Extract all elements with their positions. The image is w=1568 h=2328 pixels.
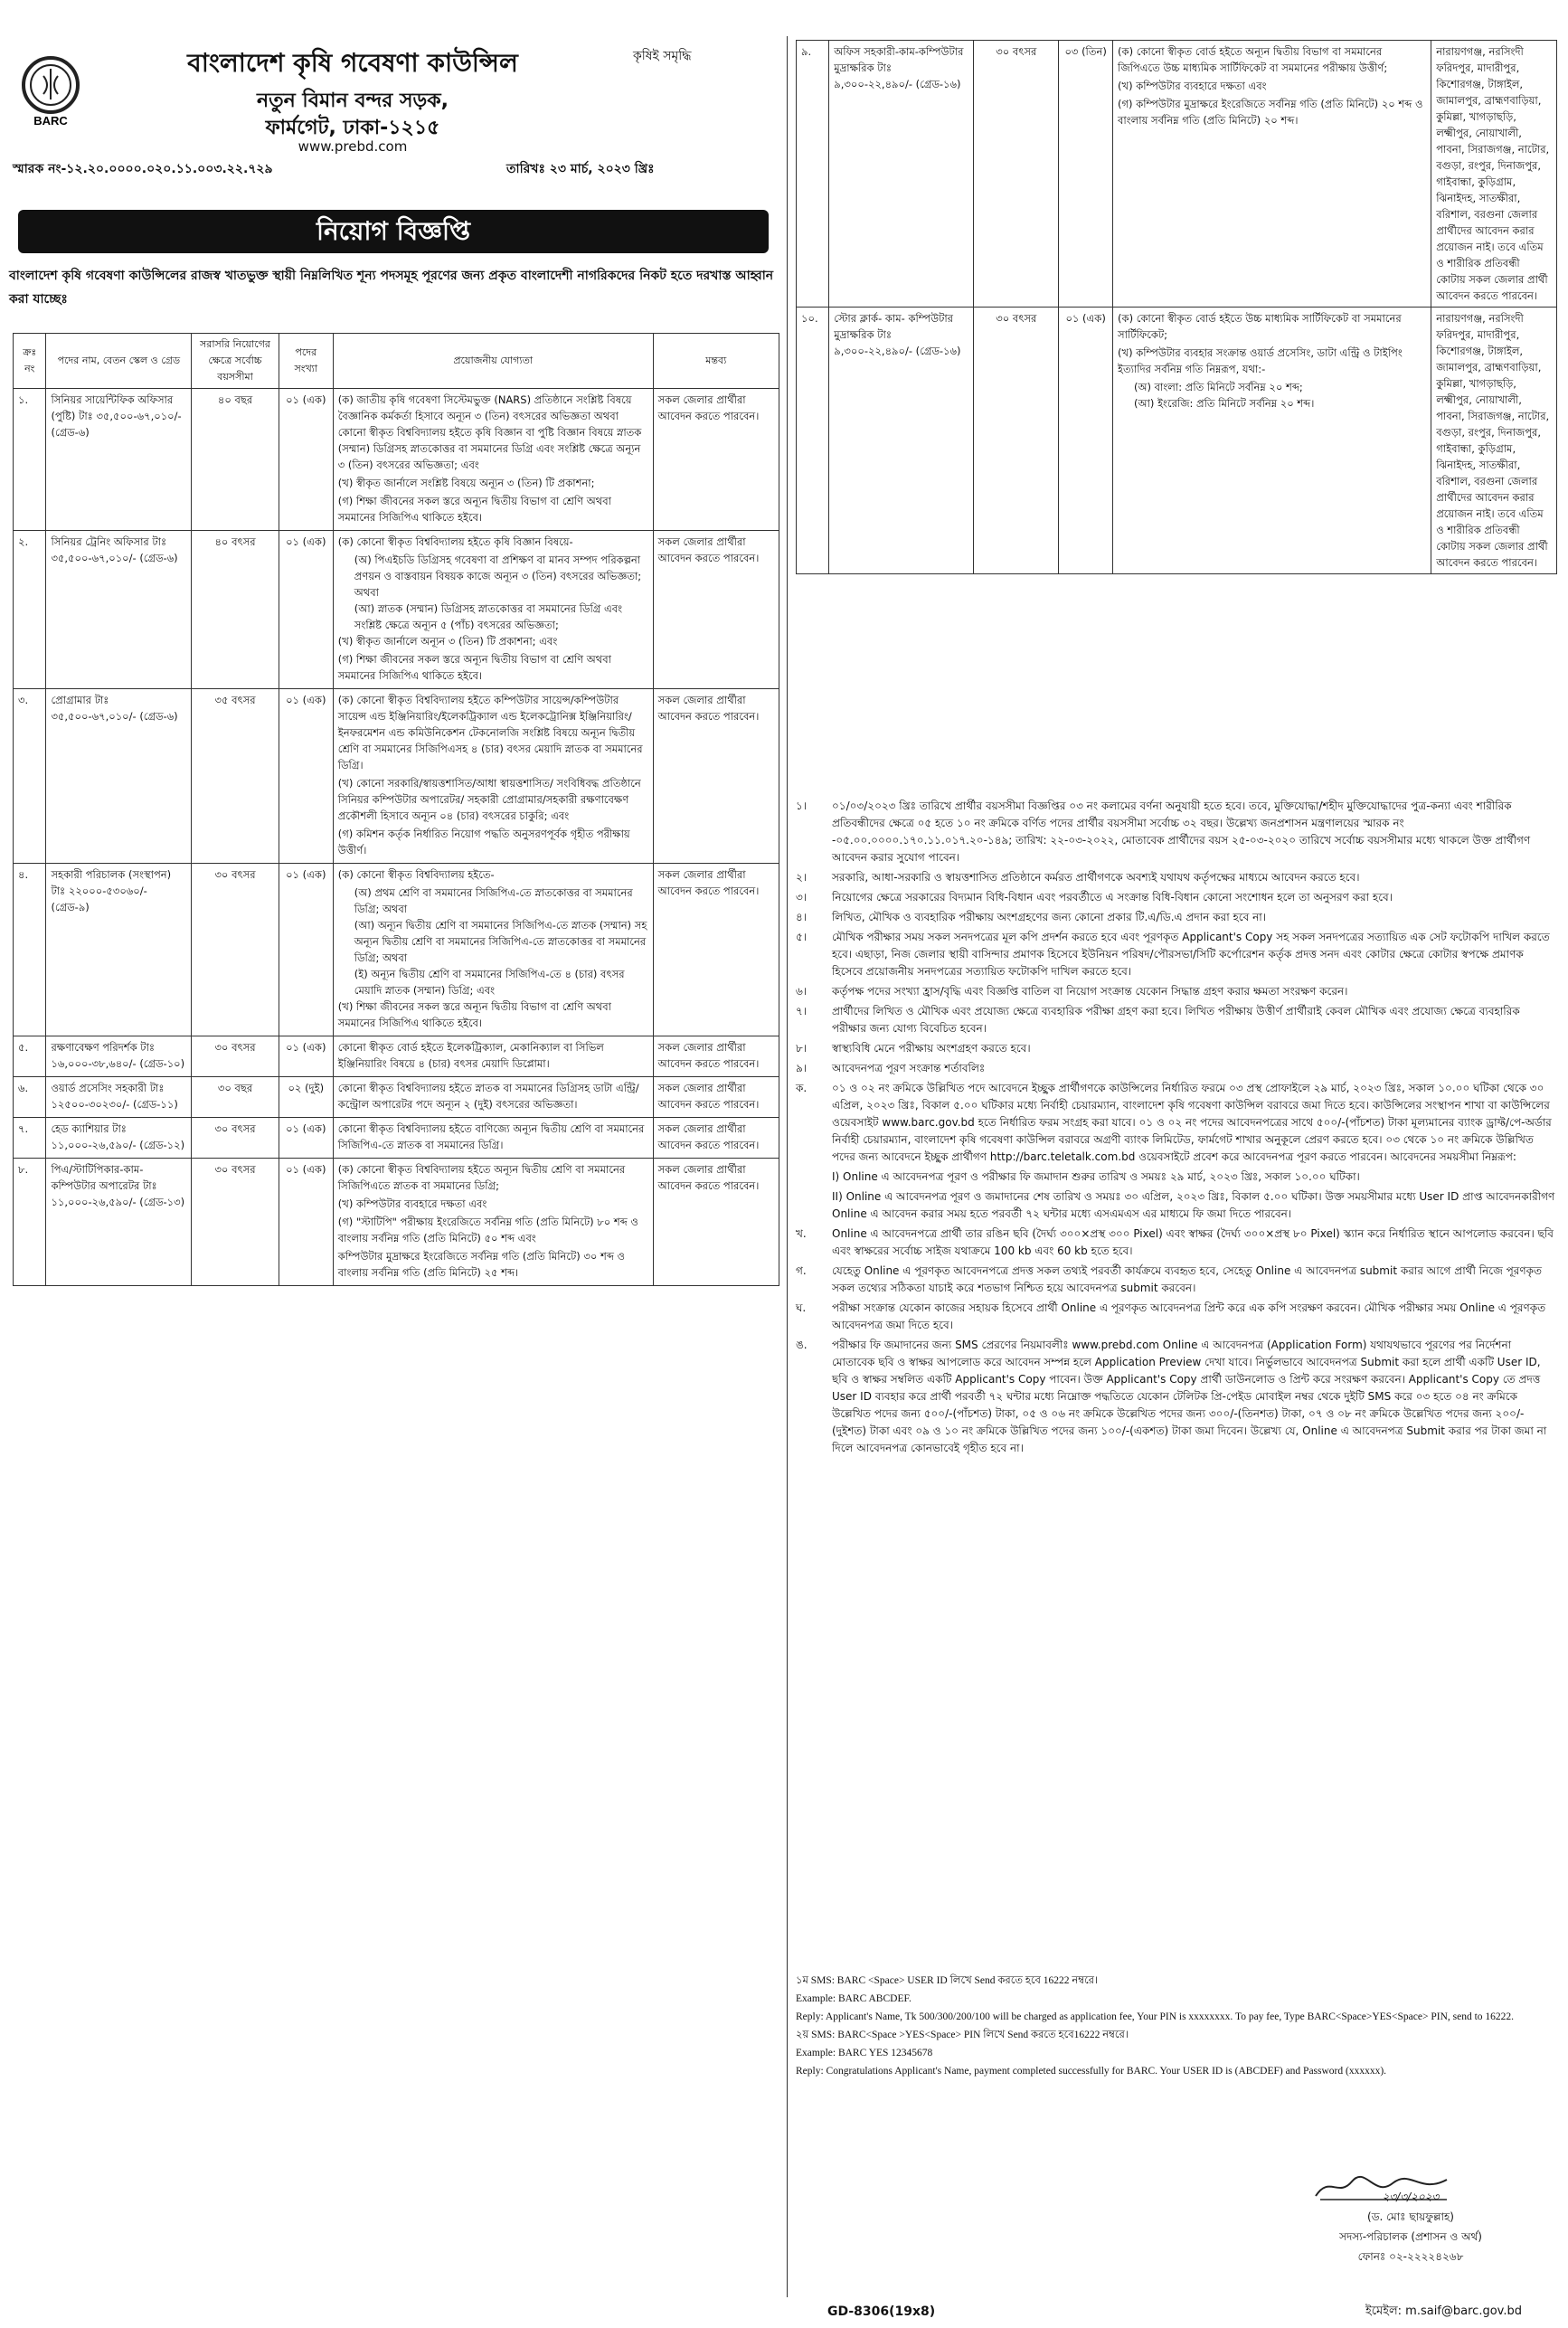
notes-section [796,798,1557,1460]
qualification-line: (গ) শিক্ষা জীবনের সকল স্তরে অন্যূন দ্বিতীয় বিভাগ বা শ্রেণি অথবা সমমানের সিজিপিএ থাকিতে হইবে। [337,495,611,524]
qualification-line: কোনো স্বীকৃত বিশ্ববিদ্যালয় হইতে বাণিজ্যে অন্যূন দ্বিতীয় শ্রেণি বা সমমানের সিজিপিএ-তে স্নাতক বা সমমানের ডিগ্রি। [337,1122,645,1151]
qualification-line: (গ) শিক্ষা জীবনের সকল স্তরে অন্যূন দ্বিতীয় বিভাগ বা শ্রেণি অথবা সমমানের সিজিপিএ থাকিতে হইবে। [337,653,611,682]
note-item [796,1337,1557,1457]
note-number: ৯। [796,1062,808,1074]
note-text: সরকারি, আধা-সরকারি ও স্বায়ত্তশাসিত প্রতিষ্ঠানে কর্মরত প্রার্থীগণকে অবশ্যই যথাযথ কর্তৃপক্ষের মাধ্যমে আবেদন করতে হবে। [832,871,1360,884]
serial-cell: ৪. [14,864,46,1036]
remark-cell: সকল জেলার প্রার্থীরা আবেদন করতে পারবেন। [653,864,779,1036]
age-limit-cell: ৩০ বৎসর [192,1159,279,1286]
note-item [796,1060,1557,1077]
qualification-cell [333,689,653,864]
table-row [14,389,779,531]
note-item [796,909,1557,926]
note-number: ৪। [796,911,808,923]
org-name: বাংলাদেশ কৃষি গবেষণা কাউন্সিল [187,48,518,78]
table-row [14,1036,779,1077]
table-row [14,1077,779,1118]
qualification-line: (গ) কমিশন কর্তৃক নির্ধারিত নিয়োগ পদ্ধতি অনুসরণপূর্বক গৃহীত পরীক্ষায় উত্তীর্ণ। [337,828,630,856]
table-header-row [14,334,779,389]
qualification-line: (খ) কম্পিউটার ব্যবহার সংক্রান্ত ওয়ার্ড প্রসেসিং, ডাটা এন্ট্রি ও টাইপিং ইত্যাদির সর্বনিম্ন গতি নিম্নরূপ, যথা:- [1118,346,1403,375]
serial-cell: ৯. [797,41,829,308]
barc-logo-icon [16,54,85,127]
note-item [796,1080,1557,1166]
signed-date: ২৩/৩/২০২৩ [1382,2191,1440,2203]
note-number: ১। [796,800,808,812]
qualification-line: (অ) পিএইচডি ডিগ্রিসহ গবেষণা বা প্রশিক্ষণ বা মানব সম্পদ পরিকল্পনা প্রণয়ন ও বাস্তবায়ন বিষয়ক কাজে অন্যূন ৩ (তিন) বৎসরের অভিজ্ঞতা; অথবা [354,554,642,599]
table-row [797,41,1557,308]
qualification-line: কোনো স্বীকৃত বিশ্ববিদ্যালয় হইতে স্নাতক বা সমমানের ডিগ্রিসহ ডাটা এন্ট্রি/কন্ট্রোল অপারেটর পদে অন্যূন ২ (দুই) বৎসরের অভিজ্ঞতা। [337,1082,639,1111]
post-count-cell: ০১ (এক) [279,531,333,689]
remark-cell: সকল জেলার প্রার্থীরা আবেদন করতে পারবেন। [653,689,779,864]
qualification-line: (খ) কম্পিউটার ব্যবহারে দক্ষতা এবং [337,1197,487,1210]
qualification-line: (ক) কোনো স্বীকৃত বিশ্ববিদ্যালয় হইতে অন্যূন দ্বিতীয় শ্রেণি বা সমমানের সিজিপিএতে স্নাতক বা সমমানের ডিগ্রি; [337,1163,626,1192]
qualification-line: (ক) কোনো স্বীকৃত বোর্ড হইতে উচ্চ মাধ্যমিক সার্টিফিকেট বা সমমানের সার্টিফিকেট; [1118,312,1402,341]
remark-cell: নারায়ণগঞ্জ, নরসিংদী ফরিদপুর, মাদারীপুর, কিশোরগঞ্জ, টাঙ্গাইল, জামালপুর, ব্রাহ্মণবাড়িয়া, কুমিল্লা, খাগড়াছড়ি, লক্ষ্মীপুর, নোয়াখালী, পাবনা, সিরাজগঞ্জ, নাটোর, বগুড়া, রংপুর, দিনাজপুর, গাইবান্ধা, কুড়িগ্রাম, ঝিনাইদহ, সাতক্ষীরা, বরিশাল, বরগুনা জেলার প্রার্থীদের আবেদন করার প্রয়োজন নাই। তবে এতিম ও শারীরিক প্রতিবন্ধী কোটায় সকল জেলার প্রার্থী আবেদন করতে পারবেন। [1431,308,1557,574]
qualification-line: (খ) শিক্ষা জীবনের সকল স্তরে অন্যূন দ্বিতীয় বিভাগ বা শ্রেণি অথবা সমমানের সিজিপিএ থাকিতে হইবে। [337,1000,611,1029]
serial-cell: ৭. [14,1118,46,1159]
age-limit-cell: ৪০ বৎসর [192,531,279,689]
gd-number: GD-8306(19x8) [827,2304,936,2319]
note-item [796,1263,1557,1297]
qualification-cell [1113,308,1431,574]
table-row [14,531,779,689]
col-header: প্রয়োজনীয় যোগ্যতা [333,334,653,389]
page-title: নিয়োগ বিজ্ঞপ্তি [18,210,769,253]
post-cell: প্রোগ্রামার টাঃ ৩৫,৫০০-৬৭,০১০/- (গ্রেড-৬) [46,689,192,864]
qualification-line: (অ) বাংলা: প্রতি মিনিটে সর্বনিম্ন ২০ শব্দ; [1134,381,1303,393]
signatory-phone: ফোনঃ ০২-২২২২৪২৬৮ [1357,2250,1464,2263]
qualification-line: (খ) স্বীকৃত জার্নালে সংশ্লিষ্ট বিষয়ে অন্যূন ৩ (তিন) টি প্রকাশনা; [337,477,595,489]
sms-line: Reply: Applicant's Name, Tk 500/300/200/100 will be charged as application fee, Your PIN is xxxxxxxx. To pay fee, Type BARC<Space>YES<Space> PIN, send to 16222. [796,2011,1515,2022]
post-cell: অফিস সহকারী-কাম-কম্পিউটার মুদ্রাক্ষরিক টাঃ ৯,৩০০-২২,৪৯০/- (গ্রেড-১৬) [829,41,974,308]
note-item [796,1226,1557,1260]
qualification-line: (ক) কোনো স্বীকৃত বোর্ড হইতে অন্যূন দ্বিতীয় বিভাগ বা সমমানের জিপিএতে উচ্চ মাধ্যমিক সার্টিফিকেট বা সমমানের পরীক্ষায় উত্তীর্ণ; [1118,45,1388,74]
note-number [796,1188,832,1223]
age-limit-cell: ৩০ বৎসর [192,1118,279,1159]
qualification-line: (খ) কম্পিউটার ব্যবহারে দক্ষতা এবং [1118,80,1267,92]
serial-cell: ১০. [797,308,829,574]
age-limit-cell: ৩০ বৎসর [974,41,1059,308]
sms-instructions [796,1972,1557,2080]
signatory-name: (ড. মোঃ ছায়ফুল্লাহ) [1367,2210,1454,2223]
column-divider [787,36,788,2297]
qualification-line: (ক) জাতীয় কৃষি গবেষণা সিস্টেমভুক্ত (NARS) প্রতিষ্ঠানে সংশ্লিষ্ট বিষয়ে বৈজ্ঞানিক কর্মকর্তা হিসাবে অন্যূন ৩ (তিন) বৎসরের অভিজ্ঞতা অথবা কোনো স্বীকৃত বিশ্ববিদ্যালয় হইতে কৃষি বিজ্ঞান বা পুষ্টি বিজ্ঞান বিষয়ে স্নাতক (সম্মান) ডিগ্রিসহ স্নাতকোত্তর বা সমমানের ডিগ্রি এবং সংশ্লিষ্ট ক্ষেত্রে অন্যূন ৩ (তিন) বৎসরের অভিজ্ঞতা; এবং [337,393,642,471]
qualification-line: (খ) কোনো সরকারি/স্বায়ত্তশাসিত/আধা স্বায়ত্তশাসিত/ সংবিধিবদ্ধ প্রতিষ্ঠানে সিনিয়র কম্পিউটার অপারেটর/ সহকারী প্রোগ্রামার/সহকারী রক্ষণাবেক্ষণ প্রকৌশলী হিসাবে অন্যূন ০৪ (চার) বৎসরের চাকুরি; এবং [337,777,641,822]
post-count-cell: ০১ (এক) [279,1159,333,1286]
note-number: ৩। [796,891,808,904]
post-count-cell: ০১ (এক) [279,689,333,864]
note-text: ০১/০৩/২০২৩ খ্রিঃ তারিখে প্রার্থীর বয়সসীমা বিজ্ঞপ্তির ০৩ নং কলামের বর্ণনা অনুযায়ী হতে হবে। তবে, মুক্তিযোদ্ধা/শহীদ মুক্তিযোদ্ধাদের পুত্র-কন্যা এবং শারীরিক প্রতিবন্ধীদের ক্ষেত্রে ০৫ হতে ১০ নং ক্রমিকে বর্ণিত পদের প্রার্থীর বয়সসীমা সর্বোচ্চ ৩২ বছর। উল্লেখ্য জনপ্রশাসন মন্ত্রণালয়ের স্মারক নং -০৫.০০.০০০০.১৭০.১১.০১৭.২০-১৪৯; তারিখ: ২২-০৩-২০২২, মোতাবেক প্রার্থীদের বয়স ২৫-০৩-২০২০ তারিখে সর্বোচ্চ বয়সসীমার মধ্যে থাকলে উক্ত প্রার্থীগণ আবেদন করার সুযোগ পাবেন। [832,800,1531,864]
note-text: I) Online এ আবেদনপত্র পূরণ ও পরীক্ষার ফি জমাদান শুরুর তারিখ ও সময়ঃ ২৯ মার্চ, ২০২৩ খ্রিঃ, সকাল ১০.০০ ঘটিকা। [832,1170,1360,1183]
remark-cell: সকল জেলার প্রার্থীরা আবেদন করতে পারবেন। [653,1159,779,1286]
remark-cell: নারায়ণগঞ্জ, নরসিংদী ফরিদপুর, মাদারীপুর, কিশোরগঞ্জ, টাঙ্গাইল, জামালপুর, ব্রাহ্মণবাড়িয়া, কুমিল্লা, খাগড়াছড়ি, লক্ষ্মীপুর, নোয়াখালী, পাবনা, সিরাজগঞ্জ, নাটোর, বগুড়া, রংপুর, দিনাজপুর, গাইবান্ধা, কুড়িগ্রাম, ঝিনাইদহ, সাতক্ষীরা, বরিশাল, বরগুনা জেলার প্রার্থীদের আবেদন করার প্রয়োজন নাই। তবে এতিম ও শারীরিক প্রতিবন্ধী কোটায় সকল জেলার প্রার্থী আবেদন করতে পারবেন। [1431,41,1557,308]
qualification-cell [1113,41,1431,308]
table-row [14,1118,779,1159]
note-number: ক. [796,1082,808,1094]
age-limit-cell: ৩০ বৎসর [974,308,1059,574]
note-item [796,1169,1557,1186]
jobs-table-left [13,333,779,1286]
sms-line: Reply: Congratulations Applicant's Name, payment completed successfully for BARC. Your USER ID is (ABCDEF) and Password (xxxxxx). [796,2066,1387,2077]
age-limit-cell: ৩০ বছর [192,1077,279,1118]
qualification-line: কম্পিউটার মুদ্রাক্ষরে ইংরেজিতে সর্বনিম্ন গতি (প্রতি মিনিটে) ৩০ শব্দ ও বাংলায় সর্বনিম্ন গতি (প্রতি মিনিটে) ২৫ শব্দ। [337,1250,626,1279]
serial-cell: ৩. [14,689,46,864]
remark-cell: সকল জেলার প্রার্থীরা আবেদন করতে পারবেন। [653,389,779,531]
note-text: পরীক্ষা সংক্রান্ত যেকোন কাজের সহায়ক হিসেবে প্রার্থী Online এ পূরণকৃত আবেদনপত্র প্রিন্ট করে এক কপি সংরক্ষণ করবেন। মৌখিক পরীক্ষার সময় Online এ পূরণকৃত আবেদনপত্র জমা দিতে হবে। [832,1301,1546,1331]
post-cell: ওয়ার্ড প্রসেসিং সহকারী টাঃ ১২৫০০-৩০২৩০/- (গ্রেড-১১) [46,1077,192,1118]
post-count-cell: ০১ (এক) [279,864,333,1036]
table-row [14,864,779,1036]
col-header: পদের সংখ্যা [279,334,333,389]
intro-text: বাংলাদেশ কৃষি গবেষণা কাউন্সিলের রাজস্ব খাতভুক্ত স্থায়ী নিম্নলিখিত শূন্য পদসমূহ পূরণের জন্য প্রকৃত বাংলাদেশী নাগরিকদের নিকট হতে দরখাস্ত আহ্বান করা যাচ্ছেঃ [9,269,774,307]
note-item [796,1040,1557,1057]
serial-cell: ৮. [14,1159,46,1286]
note-number: ৬। [796,985,808,998]
qualification-line: (ক) কোনো স্বীকৃত বিশ্ববিদ্যালয় হইতে কম্পিউটার সায়েন্স/কম্পিউটার সায়েন্স এন্ড ইঞ্জিনিয়ারিং/ইলেকট্রিক্যাল এন্ড ইলেকট্রোনিক্স ইঞ্জিনিয়ারিং/ ইনফরমেশন এন্ড কমিউনিকেশন টেকনোলজি সংশ্লিষ্ট বিষয়ে অন্যূন দ্বিতীয় শ্রেণি বা সমমানের সিজিপিএসহ ৪ (চার) বৎসর মেয়াদি স্নাতক বা সমমানের ডিগ্রি। [337,694,643,771]
qualification-cell [333,531,653,689]
note-item [796,869,1557,886]
post-cell: সিনিয়র ট্রেনিং অফিসার টাঃ ৩৫,৫০০-৬৭,০১০/- (গ্রেড-৬) [46,531,192,689]
note-text: আবেদনপত্র পূরণ সংক্রান্ত শর্তাবলিঃ [832,1062,986,1074]
note-number: ঘ. [796,1301,807,1314]
serial-cell: ২. [14,531,46,689]
remark-cell: সকল জেলার প্রার্থীরা আবেদন করতে পারবেন। [653,1077,779,1118]
note-text: লিখিত, মৌখিক ও ব্যবহারিক পরীক্ষায় অংশগ্রহণের জন্য কোনো প্রকার টি.এ/ডি.এ প্রদান করা হবে না। [832,911,1267,923]
qualification-line: (অ) প্রথম শ্রেণি বা সমমানের সিজিপিএ-তে স্নাতকোত্তর বা সমমানের ডিগ্রি; অথবা [354,886,633,915]
note-item [796,929,1557,980]
post-count-cell: ০১ (এক) [1059,308,1113,574]
note-item [796,1188,1557,1223]
note-item [796,889,1557,906]
note-text: কর্তৃপক্ষ পদের সংখ্যা হ্রাস/বৃদ্ধি এবং বিজ্ঞপ্তি বাতিল বা নিয়োগ সংক্রান্ত যেকোন সিদ্ধান্ত গ্রহণ করার ক্ষমতা সংরক্ষণ করেন। [832,985,1348,998]
qualification-cell [333,1159,653,1286]
sms-line: Example: BARC YES 12345678 [796,2048,933,2058]
table-row [797,308,1557,574]
memo-number: স্মারক নং-১২.২০.০০০০.০২০.১১.০০৩.২২.৭২৯ [13,162,273,176]
qualification-line: (আ) ইংরেজি: প্রতি মিনিটে সর্বনিম্ন ২০ শব্দ। [1134,397,1315,410]
col-header: সরাসরি নিয়োগের ক্ষেত্রে সর্বোচ্চ বয়সসীমা [192,334,279,389]
qualification-line: (আ) স্নাতক (সম্মান) ডিগ্রিসহ স্নাতকোত্তর বা সমমানের ডিগ্রি এবং সংশ্লিষ্ট ক্ষেত্রে অন্যূন ৫ (পাঁচ) বৎসরের অভিজ্ঞতা; [354,602,623,631]
remark-cell: সকল জেলার প্রার্থীরা আবেদন করতে পারবেন। [653,531,779,689]
note-number: ২। [796,871,808,884]
age-limit-cell: ৪০ বছর [192,389,279,531]
qualification-cell [333,864,653,1036]
post-cell: স্টোর ক্লার্ক- কাম- কম্পিউটার মুদ্রাক্ষরিক টাঃ ৯,৩০০-২২,৪৯০/- (গ্রেড-১৬) [829,308,974,574]
post-count-cell: ০১ (এক) [279,1036,333,1077]
note-number: ঙ. [796,1339,808,1351]
address-line-1: নতুন বিমান বন্দর সড়ক, [257,90,449,112]
post-cell: পিএ/স্টাটিপিকার-কাম-কম্পিউটার অপারেটর টাঃ ১১,০০০-২৬,৫৯০/- (গ্রেড-১৩) [46,1159,192,1286]
note-item [796,798,1557,866]
note-number: ৮। [796,1042,808,1055]
remark-cell: সকল জেলার প্রার্থীরা আবেদন করতে পারবেন। [653,1118,779,1159]
slogan: কৃষিই সমৃদ্ধি [633,49,692,63]
note-number: খ. [796,1227,807,1240]
age-limit-cell: ৩৫ বৎসর [192,689,279,864]
address-line-2: ফার্মগেট, ঢাকা-১২১৫ [265,117,440,139]
qualification-line: কোনো স্বীকৃত বোর্ড হইতে ইলেকট্রিক্যাল, মেকানিক্যাল বা সিভিল ইঞ্জিনিয়ারিং বিষয়ে ৪ (চার) বৎসর মেয়াদি ডিপ্লোমা। [337,1041,604,1070]
sms-line: ১ম SMS: BARC <Space> USER ID লিখে Send করতে হবে 16222 নম্বরে। [796,1975,1099,1986]
note-item [796,983,1557,1000]
age-limit-cell: ৩০ বৎসর [192,864,279,1036]
note-number: গ. [796,1264,807,1277]
note-text: পরীক্ষার ফি জমাদানের জন্য SMS প্রেরণের নিয়মাবলীঃ www.prebd.com Online এ আবেদনপত্র (Application Form) যথাযথভাবে পূরণের পর নির্দেশনা মোতাবেক ছবি ও স্বাক্ষর আপলোড করে আবেদন সম্পন্ন হলে Application Preview দেখা যাবে। নির্ভুলভাবে আবেদনপত্র Submit করা হলে প্রার্থী একটি User ID, ছবি ও স্বাক্ষর সম্বলিত একটি Applicant's Copy পাবেন। উক্ত Applicant's Copy প্রার্থী ডাউনলোড ও প্রিন্ট করে সংরক্ষণ করবেন। Applicant's Copy তে প্রদত্ত User ID ব্যবহার করে প্রার্থী পরবর্তী ৭২ ঘন্টার মধ্যে নিম্নোক্ত পদ্ধতিতে যেকোন টেলিটক প্রি-পেইড মোবাইল নম্বর থেকে দুইটি SMS করে ০৩ হতে ০৪ নং ক্রমিকে উল্লেখিত পদের জন্য ৫০০/-(পাঁচশত) টাকা, ০৫ ও ০৬ নং ক্রমিকে উল্লেখিত পদের জন্য ৩০০/-(তিনশত) টাকা, ০৭ ও ০৮ নং ক্রমিকে উল্লেখিত পদের জন্য ২০০/-(দুইশত) টাকা এবং ০৯ ও ১০ নং ক্রমিকে উল্লিখিত পদের জন্য ১০০/-(একশত) টাকা জমা দিবেন। উল্লেখ্য যে, Online এ আবেদনপত্র Submit করার পর টাকা জমা না দিলে আবেদনপত্র কোনভাবেই গৃহীত হবে না। [832,1339,1547,1454]
qualification-line: (আ) অন্যূন দ্বিতীয় শ্রেণি বা সমমানের সিজিপিএ-তে স্নাতক (সম্মান) সহ অন্যূন দ্বিতীয় শ্রেণি বা সমমানের সিজিপিএ-তে স্নাতকোত্তর বা সমমানের ডিগ্রি; অথবা [354,919,647,964]
post-cell: সিনিয়র সায়েন্টিফিক অফিসার (পুষ্টি) টাঃ ৩৫,৫০০-৬৭,০১০/- (গ্রেড-৬) [46,389,192,531]
note-text: প্রার্থীদের লিখিত ও মৌখিক এবং প্রযোজ্য ক্ষেত্রে ব্যবহারিক পরীক্ষা গ্রহণ করা হবে। লিখিত পরীক্ষায় উত্তীর্ণ প্রার্থীরাই কেবল মৌখিক এবং প্রযোজ্য ক্ষেত্রে ব্যবহারিক পরীক্ষার জন্য যোগ্য বিবেচিত হবেন। [832,1005,1520,1035]
post-cell: সহকারী পরিচালক (সংস্থাপন) টাঃ ২২০০০-৫৩০৬০/- (গ্রেড-৯) [46,864,192,1036]
col-header: পদের নাম, বেতন স্কেল ও গ্রেড [46,334,192,389]
post-count-cell: ০১ (এক) [279,1118,333,1159]
qualification-line: (খ) স্বীকৃত জার্নালে অন্যূন ৩ (তিন) টি প্রকাশনা; এবং [337,635,558,648]
qualification-cell [333,389,653,531]
logo-text: BARC [33,114,68,127]
signature-block [1275,2187,1546,2266]
serial-cell: ৫. [14,1036,46,1077]
note-number: ৫। [796,931,808,943]
note-number [796,1169,832,1186]
qualification-cell [333,1077,653,1118]
note-text: মৌখিক পরীক্ষার সময় সকল সনদপত্রের মূল কপি প্রদর্শন করতে হবে এবং পূরণকৃত Applicant's Copy সহ সকল সনদপত্রের সত্যায়িত এক সেট ফটোকপি দাখিল করতে হবে। এছাড়া, নিজ জেলার স্থায়ী বাসিন্দার প্রমাণক হিসেবে ইউনিয়ন পরিষদ/পৌরসভা/সিটি কর্পোরেশন কর্তৃক প্রদত্ত সনদ এবং কোটার ক্ষেত্রে কোটার স্বপক্ষে প্রমাণক হিসেবে প্রয়োজনীয় সনদপত্রের সত্যায়িত ফটোকপি দাখিল করতে হবে। [832,931,1550,978]
sms-line: ২য় SMS: BARC<Space >YES<Space> PIN লিখে Send করতে হবে16222 নম্বরে। [796,2030,1129,2040]
remark-cell: সকল জেলার প্রার্থীরা আবেদন করতে পারবেন। [653,1036,779,1077]
note-item [796,1300,1557,1334]
signatory-email[interactable]: ইমেইল: m.saif@barc.gov.bd [1365,2304,1522,2318]
post-count-cell: ০৩ (তিন) [1059,41,1113,308]
qualification-cell [333,1036,653,1077]
qualification-cell [333,1118,653,1159]
post-cell: হেড ক্যাশিয়ার টাঃ ১১,০০০-২৬,৫৯০/- (গ্রেড-১২) [46,1118,192,1159]
table-row [14,689,779,864]
serial-cell: ১. [14,389,46,531]
note-text: ০১ ও ০২ নং ক্রমিকে উল্লিখিত পদে আবেদনে ইচ্ছুক প্রার্থীগণকে কাউন্সিলের নির্ধারিত ফরমে ০৩ প্রস্থ প্রোফাইলে ২৯ মার্চ, ২০২৩ খ্রিঃ, সকাল ১০.০০ ঘটিকা থেকে ৩০ এপ্রিল, ২০২৩ খ্রিঃ, বিকাল ৫.০০ ঘটিকার মধ্যে নির্বাহী চেয়ারম্যান, বাংলাদেশ কৃষি গবেষণা কাউন্সিল বরাবরে জমা দিতে হবে। কাউন্সিলের সংস্থাপন শাখা বা কাউন্সিলের ওয়েবসাইট www.barc.gov.bd হতে নির্ধারিত ফরম সংগ্রহ করা যাবে। ০১ ও ০২ নং পদের আবেদনপত্রের সাথে ৫০০/-(পাঁচশত) টাকা মূল্যমানের ব্যাংক ড্রাফ্ট/পে-অর্ডার নির্বাহী চেয়ারম্যান, বাংলাদেশ কৃষি গবেষণা কাউন্সিল বরাবরে অগ্রণী ব্যাংক লিমিটেড, ফার্মগেট শাখার অনুকূলে প্রেরণ করতে হবে। ০৩ থেকে ১০ নং ক্রমিকে উল্লিখিত পদের জন্য আবেদনে ইচ্ছুক প্রার্থীগণ http://barc.teletalk.com.bd ওয়েবসাইটে প্রবেশ করে আবেদনপত্র পূরণ করতে পারবেন। আবেদনের সময়সীমা নিম্নরূপ: [832,1082,1552,1163]
note-text: যেহেতু Online এ পূরণকৃত আবেদনপত্রে প্রদত্ত সকল তথ্যই পরবর্তী কার্যক্রমে ব্যবহৃত হবে, সেহেতু Online এ আবেদনপত্র submit করার আগে প্রার্থী নিজে পূরণকৃত সকল তথ্যের সঠিকতা যাচাই করে শতভাগ নিশ্চিত হয়ে আবেদনপত্র submit করবেন। [832,1264,1543,1294]
note-text: স্বাস্থ্যবিধি মেনে পরীক্ষায় অংশগ্রহণ করতে হবে। [832,1042,1031,1055]
sms-line: Example: BARC ABCDEF. [796,1993,912,2004]
table-row [14,1159,779,1286]
jobs-table-right [796,40,1557,574]
note-item [796,1003,1557,1037]
age-limit-cell: ৩০ বৎসর [192,1036,279,1077]
note-text: নিয়োগের ক্ষেত্রে সরকারের বিদ্যমান বিধি-বিধান এবং পরবর্তীতে এ সংক্রান্ত বিধি-বিধান কোনো সংশোধন হলে তা অনুসরণ করা হবে। [832,891,1393,904]
post-count-cell: ০২ (দুই) [279,1077,333,1118]
serial-cell: ৬. [14,1077,46,1118]
qualification-line: (গ) "স্টাটিপি" পরীক্ষায় ইংরেজিতে সর্বনিম্ন গতি (প্রতি মিনিটে) ৮০ শব্দ ও বাংলায় সর্বনিম্ন গতি (প্রতি মিনিটে) ৫০ শব্দ এবং [337,1216,638,1244]
notice-date: তারিখঃ ২৩ মার্চ, ২০২৩ খ্রিঃ [506,162,655,176]
website[interactable]: www.prebd.com [298,138,408,155]
signatory-designation: সদস্য-পরিচালক (প্রশাসন ও অর্থ) [1339,2230,1482,2243]
qualification-line: (ক) কোনো স্বীকৃত বিশ্ববিদ্যালয় হইতে- [337,868,495,881]
qualification-line: (ই) অন্যূন দ্বিতীয় শ্রেণি বা সমমানের সিজিপিএ-তে ৪ (চার) বৎসর মেয়াদি স্নাতক (সম্মান) ডিগ্রি; এবং [354,968,625,997]
note-number: ৭। [796,1005,808,1017]
col-header: মন্তব্য [653,334,779,389]
note-text: Online এ আবেদনপত্রে প্রার্থী তার রঙিন ছবি (দৈর্ঘ্য ৩০০×প্রস্থ ৩০০ Pixel) এবং স্বাক্ষর (দৈর্ঘ্য ৩০০×প্রস্থ ৮০ Pixel) স্ক্যান করে নির্ধারিত স্থানে আপলোড করবেন। ছবি এবং স্বাক্ষরের সর্বোচ্চ সাইজ যথাক্রমে 100 kb এবং 60 kb হতে হবে। [832,1227,1554,1257]
qualification-line: (গ) কম্পিউটার মুদ্রাক্ষরে ইংরেজিতে সর্বনিম্ন গতি (প্রতি মিনিটে) ২০ শব্দ ও বাংলায় সর্বনিম্ন গতি (প্রতি মিনিটে) ২০ শব্দ। [1118,98,1423,127]
qualification-line: (ক) কোনো স্বীকৃত বিশ্ববিদ্যালয় হইতে কৃষি বিজ্ঞান বিষয়ে- [337,535,573,548]
post-cell: রক্ষণাবেক্ষণ পরিদর্শক টাঃ ১৬,০০০-৩৮,৬৪০/- (গ্রেড-১০) [46,1036,192,1077]
note-text: II) Online এ আবেদনপত্র পূরণ ও জমাদানের শেষ তারিখ ও সময়ঃ ৩০ এপ্রিল, ২০২৩ খ্রিঃ, বিকাল ৫.০০ ঘটিকা। উক্ত সময়সীমার মধ্যে User ID প্রাপ্ত আবেদনকারীগণ Online এ আবেদন করার সময় হতে পরবর্তী ৭২ ঘন্টার মধ্যে এসএমএস এর মাধ্যমে ফি জমা দিতে পারবেন। [832,1190,1555,1220]
post-count-cell: ০১ (এক) [279,389,333,531]
col-header: ক্রঃ নং [14,334,46,389]
